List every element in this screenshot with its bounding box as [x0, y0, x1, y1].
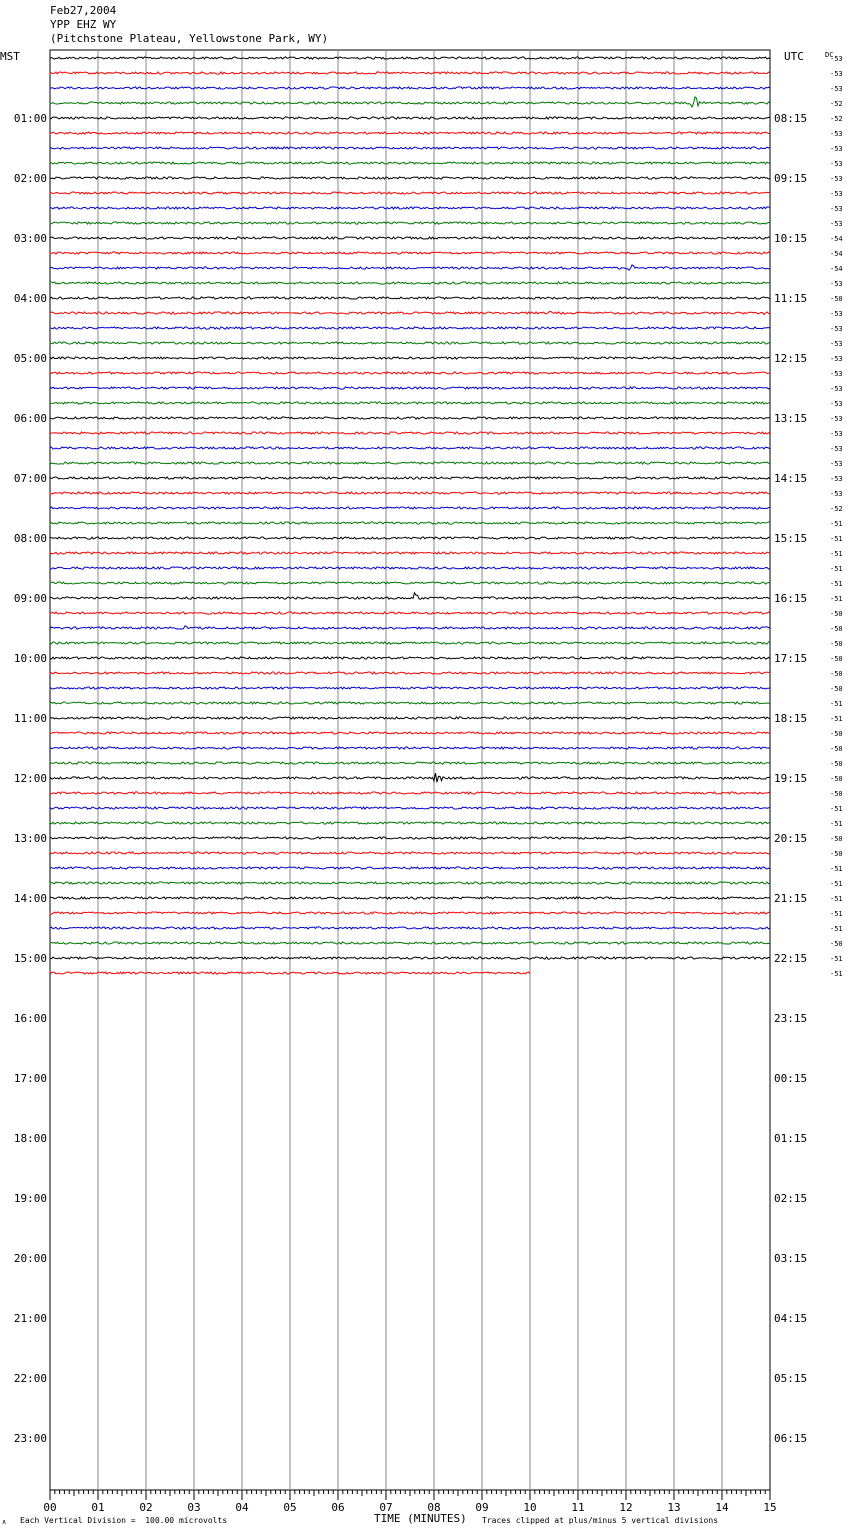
- dc-offset-label: -51: [830, 925, 843, 933]
- seismic-trace: [50, 852, 770, 854]
- left-hour-label: 23:00: [13, 1432, 47, 1445]
- dc-offset-label: -51: [830, 700, 843, 708]
- left-hour-label: 11:00: [13, 712, 47, 725]
- seismic-trace: [50, 402, 770, 404]
- right-hour-label: 12:15: [774, 352, 808, 365]
- dc-offset-label: -54: [830, 250, 843, 258]
- seismic-trace: [50, 447, 770, 449]
- right-hour-label: 17:15: [774, 652, 808, 665]
- dc-offset-label: -53: [830, 475, 843, 483]
- dc-offset-label: -50: [830, 745, 843, 753]
- seismic-trace: [50, 522, 770, 524]
- dc-offset-label: -53: [830, 55, 843, 63]
- seismic-trace: [50, 507, 770, 509]
- seismic-trace: [50, 132, 770, 134]
- dc-offset-label: -50: [830, 775, 843, 783]
- x-tick-label: 05: [283, 1501, 297, 1514]
- x-tick-label: 09: [475, 1501, 489, 1514]
- left-hour-label: 12:00: [13, 772, 47, 785]
- dc-offset-label: -51: [830, 595, 843, 603]
- dc-offset-label: -54: [830, 265, 843, 273]
- seismic-trace: [50, 147, 770, 149]
- dc-offset-label: -50: [830, 655, 843, 663]
- left-hour-label: 04:00: [13, 292, 47, 305]
- right-hour-label: 00:15: [774, 1072, 808, 1085]
- dc-offset-label: -53: [830, 325, 843, 333]
- dc-offset-label: -51: [830, 520, 843, 528]
- right-hour-label: 05:15: [774, 1372, 808, 1385]
- seismic-trace: [50, 717, 770, 719]
- dc-offset-label: -51: [830, 910, 843, 918]
- dc-offset-label: -53: [830, 355, 843, 363]
- plot-frame: [50, 50, 770, 1490]
- dc-offset-label: -51: [830, 580, 843, 588]
- seismic-trace: [50, 867, 770, 869]
- left-hour-label: 10:00: [13, 652, 47, 665]
- seismic-trace: [50, 357, 770, 359]
- seismic-trace: [50, 807, 770, 809]
- dc-offset-label: -53: [830, 310, 843, 318]
- dc-offset-label: -50: [830, 625, 843, 633]
- dc-offset-label: -51: [830, 820, 843, 828]
- dc-offset-label: -53: [830, 220, 843, 228]
- seismic-trace: [50, 462, 770, 464]
- x-tick-label: 15: [763, 1501, 777, 1514]
- dc-offset-label: -52: [830, 100, 843, 108]
- seismic-trace: [50, 192, 770, 194]
- left-hour-label: 01:00: [13, 112, 47, 125]
- dc-offset-label: -51: [830, 805, 843, 813]
- dc-offset-label: -51: [830, 895, 843, 903]
- dc-offset-label: -51: [830, 955, 843, 963]
- x-tick-label: 08: [427, 1501, 441, 1514]
- dc-offset-label: -53: [830, 415, 843, 423]
- scale-note: [2, 1515, 227, 1527]
- dc-offset-label: -53: [830, 70, 843, 78]
- dc-offset-label: -53: [830, 460, 843, 468]
- right-hour-label: 13:15: [774, 412, 808, 425]
- seismic-trace: [50, 957, 770, 959]
- dc-offset-label: -51: [830, 565, 843, 573]
- x-tick-label: 04: [235, 1501, 249, 1514]
- dc-offset-label: -53: [830, 490, 843, 498]
- seismic-trace: [50, 732, 770, 734]
- seismic-trace: [50, 747, 770, 749]
- dc-offset-label: -53: [830, 85, 843, 93]
- dc-offset-label: -52: [830, 505, 843, 513]
- dc-offset-label: -53: [830, 340, 843, 348]
- x-axis-label: TIME (MINUTES): [374, 1512, 467, 1525]
- seismic-trace: [50, 567, 770, 569]
- seismic-trace: [50, 162, 770, 164]
- seismic-trace: [50, 97, 770, 107]
- dc-offset-label: -50: [830, 760, 843, 768]
- seismic-trace: [50, 311, 770, 314]
- seismic-trace: [50, 702, 770, 704]
- seismic-trace: [50, 837, 770, 839]
- right-hour-label: 08:15: [774, 112, 808, 125]
- dc-offset-label: -53: [830, 145, 843, 153]
- dc-offset-label: -53: [830, 370, 843, 378]
- left-hour-label: 16:00: [13, 1012, 47, 1025]
- right-hour-label: 03:15: [774, 1252, 808, 1265]
- x-tick-label: 10: [523, 1501, 537, 1514]
- dc-offset-label: -53: [830, 205, 843, 213]
- right-hour-label: 14:15: [774, 472, 808, 485]
- chart-station: YPP EHZ WY: [50, 18, 117, 31]
- left-hour-label: 20:00: [13, 1252, 47, 1265]
- x-tick-label: 01: [91, 1501, 105, 1514]
- left-hour-label: 02:00: [13, 172, 47, 185]
- seismic-trace: [50, 87, 770, 89]
- seismic-trace: [50, 177, 770, 179]
- seismic-trace: [50, 297, 770, 299]
- seismic-trace: [50, 612, 770, 614]
- seismic-trace: [50, 387, 770, 389]
- dc-offset-label: -53: [830, 130, 843, 138]
- seismic-trace: [50, 593, 770, 600]
- seismic-trace: [50, 342, 770, 344]
- left-hour-label: 05:00: [13, 352, 47, 365]
- right-hour-label: 19:15: [774, 772, 808, 785]
- left-hour-label: 17:00: [13, 1072, 47, 1085]
- right-hour-label: 04:15: [774, 1312, 808, 1325]
- seismic-trace: [50, 762, 770, 764]
- left-hour-label: 19:00: [13, 1192, 47, 1205]
- left-hour-label: 03:00: [13, 232, 47, 245]
- seismic-trace: [50, 642, 770, 644]
- dc-offset-label: -50: [830, 790, 843, 798]
- seismic-trace: [50, 537, 770, 539]
- dc-offset-label: -50: [830, 940, 843, 948]
- left-hour-label: 09:00: [13, 592, 47, 605]
- left-hour-label: 15:00: [13, 952, 47, 965]
- right-hour-label: 06:15: [774, 1432, 808, 1445]
- dc-offset-label: -51: [830, 550, 843, 558]
- scale-marker-glyph: ∧: [2, 1518, 7, 1526]
- x-tick-label: 12: [619, 1501, 633, 1514]
- seismic-trace: [50, 492, 770, 494]
- seismic-trace: [50, 72, 770, 74]
- seismic-trace: [50, 582, 770, 584]
- dc-offset-label: -51: [830, 715, 843, 723]
- dc-offset-label: -51: [830, 865, 843, 873]
- chart-date: Feb27,2004: [50, 4, 117, 17]
- dc-offset-label: -53: [830, 400, 843, 408]
- left-hour-label: 22:00: [13, 1372, 47, 1385]
- dc-offset-label: -50: [830, 835, 843, 843]
- seismic-trace: [50, 237, 770, 239]
- seismic-trace: [50, 792, 770, 794]
- seismic-trace: [50, 942, 770, 944]
- seismic-trace: [50, 207, 770, 209]
- seismic-trace: [50, 882, 770, 884]
- left-timezone-label: MST: [0, 50, 20, 63]
- left-hour-label: 08:00: [13, 532, 47, 545]
- seismic-trace: [50, 552, 770, 554]
- seismic-trace: [50, 265, 770, 270]
- right-hour-label: 10:15: [774, 232, 808, 245]
- seismic-trace: [50, 773, 770, 782]
- dc-offset-label: -50: [830, 670, 843, 678]
- right-hour-label: 21:15: [774, 892, 808, 905]
- dc-offset-label: -51: [830, 970, 843, 978]
- right-hour-label: 15:15: [774, 532, 808, 545]
- seismic-trace: [50, 252, 770, 254]
- dc-label: DC: [825, 51, 834, 59]
- right-hour-label: 16:15: [774, 592, 808, 605]
- dc-offset-label: -50: [830, 295, 843, 303]
- dc-offset-label: -51: [830, 535, 843, 543]
- seismic-trace: [50, 912, 770, 914]
- dc-offset-label: -51: [830, 880, 843, 888]
- right-hour-label: 01:15: [774, 1132, 808, 1145]
- seismic-trace: [50, 897, 770, 899]
- seismic-trace: [50, 432, 770, 434]
- seismic-trace: [50, 822, 770, 824]
- seismic-trace: [50, 657, 770, 659]
- right-hour-label: 18:15: [774, 712, 808, 725]
- seismic-trace: [50, 57, 770, 59]
- right-hour-label: 11:15: [774, 292, 808, 305]
- left-hour-label: 07:00: [13, 472, 47, 485]
- x-tick-label: 14: [715, 1501, 729, 1514]
- x-tick-label: 03: [187, 1501, 201, 1514]
- seismic-trace: [50, 327, 770, 329]
- seismic-trace: [50, 417, 770, 419]
- x-tick-label: 07: [379, 1501, 393, 1514]
- x-tick-label: 00: [43, 1501, 57, 1514]
- dc-offset-label: -50: [830, 685, 843, 693]
- seismic-trace: [50, 372, 770, 374]
- dc-offset-label: -54: [830, 235, 843, 243]
- left-hour-label: 18:00: [13, 1132, 47, 1145]
- scale-note-text: Each Vertical Division = 100.00 microvolts: [20, 1516, 228, 1525]
- seismic-trace: [50, 282, 770, 284]
- right-hour-label: 22:15: [774, 952, 808, 965]
- chart-location: (Pitchstone Plateau, Yellowstone Park, WY): [50, 32, 329, 45]
- left-hour-label: 06:00: [13, 412, 47, 425]
- seismic-trace: [50, 222, 770, 224]
- dc-offset-label: -53: [830, 280, 843, 288]
- seismic-trace: [50, 927, 770, 929]
- x-tick-label: 13: [667, 1501, 681, 1514]
- right-hour-label: 09:15: [774, 172, 808, 185]
- seismic-trace: [50, 117, 770, 119]
- right-hour-label: 23:15: [774, 1012, 808, 1025]
- seismic-trace: [50, 626, 770, 629]
- dc-offset-label: -52: [830, 115, 843, 123]
- dc-offset-label: -53: [830, 385, 843, 393]
- left-hour-label: 13:00: [13, 832, 47, 845]
- left-hour-label: 21:00: [13, 1312, 47, 1325]
- dc-offset-label: -53: [830, 175, 843, 183]
- dc-offset-label: -50: [830, 610, 843, 618]
- dc-offset-label: -53: [830, 430, 843, 438]
- seismic-trace: [50, 477, 770, 479]
- right-hour-label: 20:15: [774, 832, 808, 845]
- dc-offset-label: -53: [830, 445, 843, 453]
- dc-offset-label: -50: [830, 640, 843, 648]
- x-tick-label: 06: [331, 1501, 345, 1514]
- seismic-trace: [50, 672, 770, 674]
- x-tick-label: 11: [571, 1501, 585, 1514]
- x-tick-label: 02: [139, 1501, 153, 1514]
- dc-offset-label: -50: [830, 850, 843, 858]
- left-hour-label: 14:00: [13, 892, 47, 905]
- right-timezone-label: UTC: [784, 50, 804, 63]
- dc-offset-label: -53: [830, 190, 843, 198]
- dc-offset-label: -53: [830, 160, 843, 168]
- dc-offset-label: -50: [830, 730, 843, 738]
- clip-note: Traces clipped at plus/minus 5 vertical divisions: [482, 1516, 719, 1525]
- seismic-trace: [50, 687, 770, 689]
- right-hour-label: 02:15: [774, 1192, 808, 1205]
